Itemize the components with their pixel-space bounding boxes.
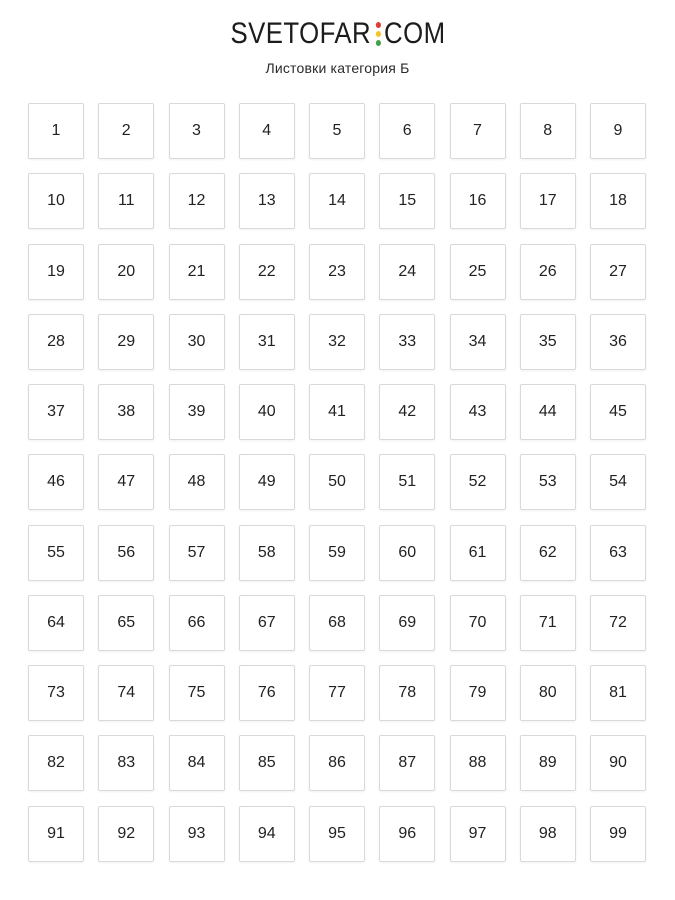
ticket-button[interactable]: 21 (169, 244, 225, 300)
ticket-button[interactable]: 16 (450, 173, 506, 229)
ticket-button[interactable]: 35 (520, 314, 576, 370)
ticket-button[interactable]: 25 (450, 244, 506, 300)
ticket-button[interactable]: 49 (239, 454, 295, 510)
page-header (0, 14, 675, 76)
ticket-button[interactable]: 86 (309, 735, 365, 791)
ticket-button[interactable]: 69 (379, 595, 435, 651)
ticket-button[interactable]: 6 (379, 103, 435, 159)
ticket-button[interactable]: 94 (239, 806, 295, 862)
ticket-button[interactable]: 44 (520, 384, 576, 440)
ticket-button[interactable]: 24 (379, 244, 435, 300)
ticket-button[interactable]: 31 (239, 314, 295, 370)
ticket-button[interactable]: 30 (169, 314, 225, 370)
ticket-button[interactable]: 9 (590, 103, 646, 159)
traffic-light-green-dot (375, 40, 380, 46)
ticket-button[interactable]: 80 (520, 665, 576, 721)
ticket-button[interactable]: 65 (98, 595, 154, 651)
ticket-button[interactable]: 54 (590, 454, 646, 510)
ticket-button[interactable]: 63 (590, 525, 646, 581)
ticket-button[interactable]: 67 (239, 595, 295, 651)
ticket-button[interactable]: 52 (450, 454, 506, 510)
ticket-button[interactable]: 15 (379, 173, 435, 229)
ticket-button[interactable]: 66 (169, 595, 225, 651)
ticket-button[interactable]: 85 (239, 735, 295, 791)
ticket-button[interactable]: 87 (379, 735, 435, 791)
ticket-button[interactable]: 22 (239, 244, 295, 300)
ticket-button[interactable]: 2 (98, 103, 154, 159)
ticket-button[interactable]: 11 (98, 173, 154, 229)
ticket-button[interactable]: 4 (239, 103, 295, 159)
ticket-button[interactable]: 55 (28, 525, 84, 581)
ticket-button[interactable]: 13 (239, 173, 295, 229)
ticket-button[interactable]: 82 (28, 735, 84, 791)
traffic-light-yellow-dot (375, 31, 380, 37)
ticket-button[interactable]: 43 (450, 384, 506, 440)
ticket-button[interactable]: 19 (28, 244, 84, 300)
ticket-button[interactable]: 17 (520, 173, 576, 229)
traffic-light-icon (375, 22, 380, 46)
ticket-button[interactable]: 38 (98, 384, 154, 440)
ticket-button[interactable]: 28 (28, 314, 84, 370)
ticket-button[interactable]: 40 (239, 384, 295, 440)
ticket-button[interactable]: 68 (309, 595, 365, 651)
ticket-button[interactable]: 18 (590, 173, 646, 229)
ticket-button[interactable]: 61 (450, 525, 506, 581)
ticket-button[interactable]: 42 (379, 384, 435, 440)
ticket-button[interactable]: 26 (520, 244, 576, 300)
ticket-button[interactable]: 58 (239, 525, 295, 581)
ticket-button[interactable]: 32 (309, 314, 365, 370)
ticket-button[interactable]: 92 (98, 806, 154, 862)
page-subtitle: Листовки категория Б (265, 60, 410, 76)
ticket-button[interactable]: 75 (169, 665, 225, 721)
ticket-button[interactable]: 53 (520, 454, 576, 510)
ticket-button[interactable]: 41 (309, 384, 365, 440)
ticket-button[interactable]: 90 (590, 735, 646, 791)
ticket-button[interactable]: 45 (590, 384, 646, 440)
ticket-button[interactable]: 97 (450, 806, 506, 862)
ticket-button[interactable]: 39 (169, 384, 225, 440)
ticket-button[interactable]: 50 (309, 454, 365, 510)
ticket-button[interactable]: 89 (520, 735, 576, 791)
ticket-button[interactable]: 93 (169, 806, 225, 862)
ticket-button[interactable]: 81 (590, 665, 646, 721)
ticket-button[interactable]: 59 (309, 525, 365, 581)
ticket-button[interactable]: 1 (28, 103, 84, 159)
ticket-button[interactable]: 37 (28, 384, 84, 440)
ticket-button[interactable]: 14 (309, 173, 365, 229)
ticket-button[interactable]: 3 (169, 103, 225, 159)
ticket-button[interactable]: 70 (450, 595, 506, 651)
ticket-button[interactable]: 74 (98, 665, 154, 721)
ticket-button[interactable]: 71 (520, 595, 576, 651)
ticket-button[interactable]: 76 (239, 665, 295, 721)
ticket-button[interactable]: 83 (98, 735, 154, 791)
ticket-button[interactable]: 88 (450, 735, 506, 791)
ticket-button[interactable]: 77 (309, 665, 365, 721)
ticket-button[interactable]: 29 (98, 314, 154, 370)
ticket-button[interactable]: 48 (169, 454, 225, 510)
logo-text-right: COM (383, 17, 445, 50)
ticket-button[interactable]: 7 (450, 103, 506, 159)
ticket-button[interactable]: 73 (28, 665, 84, 721)
ticket-grid (28, 103, 648, 862)
ticket-button[interactable]: 78 (379, 665, 435, 721)
ticket-button[interactable]: 23 (309, 244, 365, 300)
ticket-button[interactable]: 95 (309, 806, 365, 862)
ticket-button[interactable]: 91 (28, 806, 84, 862)
ticket-button[interactable]: 33 (379, 314, 435, 370)
ticket-button[interactable]: 34 (450, 314, 506, 370)
ticket-button[interactable]: 98 (520, 806, 576, 862)
ticket-button[interactable]: 8 (520, 103, 576, 159)
logo-text-left: SVETOFAR (230, 17, 371, 50)
ticket-button[interactable]: 72 (590, 595, 646, 651)
ticket-button[interactable]: 62 (520, 525, 576, 581)
ticket-button[interactable]: 64 (28, 595, 84, 651)
ticket-button[interactable]: 79 (450, 665, 506, 721)
ticket-button[interactable]: 60 (379, 525, 435, 581)
ticket-button[interactable]: 51 (379, 454, 435, 510)
site-logo[interactable] (230, 14, 445, 54)
ticket-button[interactable]: 5 (309, 103, 365, 159)
ticket-button[interactable]: 84 (169, 735, 225, 791)
ticket-button[interactable]: 27 (590, 244, 646, 300)
ticket-button[interactable]: 20 (98, 244, 154, 300)
ticket-button[interactable]: 47 (98, 454, 154, 510)
ticket-button[interactable]: 56 (98, 525, 154, 581)
ticket-button[interactable]: 99 (590, 806, 646, 862)
ticket-button[interactable]: 46 (28, 454, 84, 510)
ticket-button[interactable]: 96 (379, 806, 435, 862)
ticket-button[interactable]: 10 (28, 173, 84, 229)
traffic-light-red-dot (375, 22, 380, 28)
ticket-button[interactable]: 36 (590, 314, 646, 370)
ticket-button[interactable]: 57 (169, 525, 225, 581)
ticket-button[interactable]: 12 (169, 173, 225, 229)
